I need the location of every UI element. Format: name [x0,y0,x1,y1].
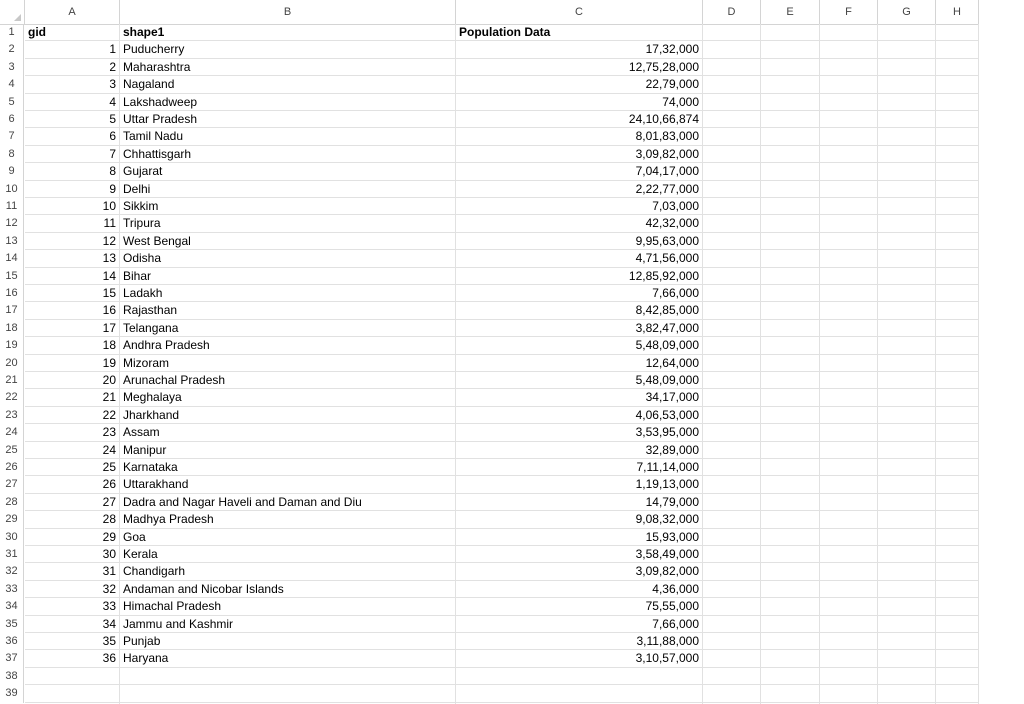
cell-shape1[interactable]: Karnataka [120,459,456,476]
row-header[interactable]: 25 [0,442,24,459]
column-header-e[interactable]: E [761,0,820,24]
column-header-c[interactable]: C [456,0,703,24]
table-row [25,529,979,546]
row-header[interactable]: 1 [0,24,24,41]
cell-shape1[interactable]: Telangana [120,320,456,337]
table-row [25,424,979,441]
cell-gid[interactable]: 16 [25,302,120,319]
cell-population[interactable]: 7,03,000 [456,198,703,215]
table-row [25,668,979,685]
cell-shape1[interactable]: Meghalaya [120,389,456,406]
cell-population[interactable]: 9,08,32,000 [456,511,703,528]
row-header[interactable]: 4 [0,76,24,93]
row-header[interactable]: 21 [0,372,24,389]
cell-gid[interactable]: 2 [25,59,120,76]
table-row [25,111,979,128]
cell-shape1[interactable]: Arunachal Pradesh [120,372,456,389]
cell-population[interactable]: 22,79,000 [456,76,703,93]
row-header[interactable]: 14 [0,250,24,267]
cell-population[interactable]: 12,85,92,000 [456,268,703,285]
header-cell-shape1[interactable]: shape1 [120,24,456,41]
row-header[interactable]: 10 [0,181,24,198]
table-row [25,372,979,389]
cell-shape1[interactable]: Bihar [120,268,456,285]
cell-gid[interactable]: 21 [25,389,120,406]
row-header[interactable]: 23 [0,407,24,424]
cell-shape1[interactable]: Assam [120,424,456,441]
row-header[interactable]: 13 [0,233,24,250]
table-row [25,650,979,667]
cell-population[interactable]: 4,06,53,000 [456,407,703,424]
table-row [25,41,979,58]
cell-population[interactable]: 3,10,57,000 [456,650,703,667]
cell-population[interactable]: 42,32,000 [456,215,703,232]
cell-gid[interactable]: 33 [25,598,120,615]
cell-gid[interactable]: 9 [25,181,120,198]
cell-shape1[interactable]: Nagaland [120,76,456,93]
cell-gid[interactable]: 24 [25,442,120,459]
row-header[interactable]: 7 [0,128,24,145]
row-header[interactable]: 5 [0,94,24,111]
cell-population[interactable]: 12,75,28,000 [456,59,703,76]
cell-shape1[interactable]: Gujarat [120,163,456,180]
table-row [25,302,979,319]
row-header[interactable]: 8 [0,146,24,163]
cell-population[interactable]: 32,89,000 [456,442,703,459]
cell-shape1[interactable]: West Bengal [120,233,456,250]
cell-population[interactable]: 8,42,85,000 [456,302,703,319]
cell-gid[interactable]: 1 [25,41,120,58]
cell-population[interactable]: 15,93,000 [456,529,703,546]
table-row [25,355,979,372]
table-row [25,476,979,493]
cell-population[interactable]: 75,55,000 [456,598,703,615]
row-header[interactable]: 16 [0,285,24,302]
cell-population[interactable]: 7,04,17,000 [456,163,703,180]
column-header-h[interactable]: H [936,0,979,24]
cell-gid[interactable]: 18 [25,337,120,354]
column-header-f[interactable]: F [820,0,878,24]
table-row [25,24,979,41]
cell-gid[interactable]: 27 [25,494,120,511]
cell-population[interactable]: 74,000 [456,94,703,111]
cell-gid[interactable]: 17 [25,320,120,337]
cell-gid[interactable]: 5 [25,111,120,128]
cell-gid[interactable]: 36 [25,650,120,667]
table-row [25,598,979,615]
cell-gid[interactable]: 11 [25,215,120,232]
row-header[interactable]: 20 [0,355,24,372]
cell-shape1[interactable]: Mizoram [120,355,456,372]
cell-shape1[interactable]: Tripura [120,215,456,232]
row-header[interactable]: 30 [0,529,24,546]
cell-shape1[interactable]: Sikkim [120,198,456,215]
table-row [25,546,979,563]
cell-gid[interactable]: 28 [25,511,120,528]
cell-gid[interactable]: 14 [25,268,120,285]
cell-shape1[interactable]: Odisha [120,250,456,267]
select-all-corner[interactable] [0,0,25,24]
cell-gid[interactable]: 13 [25,250,120,267]
table-row [25,163,979,180]
cell-shape1[interactable]: Maharashtra [120,59,456,76]
column-header-b[interactable]: B [120,0,456,24]
cell-gid[interactable]: 15 [25,285,120,302]
cell-gid[interactable]: 12 [25,233,120,250]
cell-gid[interactable]: 29 [25,529,120,546]
cell-population[interactable]: 1,19,13,000 [456,476,703,493]
cell-gid[interactable]: 10 [25,198,120,215]
cell-gid[interactable]: 23 [25,424,120,441]
table-row [25,685,979,702]
cell-gid[interactable]: 31 [25,563,120,580]
cell-population[interactable]: 4,71,56,000 [456,250,703,267]
table-row [25,250,979,267]
column-header-a[interactable]: A [25,0,120,24]
cell-gid[interactable]: 22 [25,407,120,424]
cell-shape1[interactable]: Lakshadweep [120,94,456,111]
column-header-d[interactable]: D [703,0,761,24]
cell-shape1[interactable]: Jammu and Kashmir [120,616,456,633]
column-header-bar [0,0,979,25]
table-row [25,407,979,424]
cell-population[interactable]: 7,66,000 [456,616,703,633]
table-row [25,181,979,198]
cell-gid[interactable]: 4 [25,94,120,111]
cell-gid[interactable]: 3 [25,76,120,93]
cell-shape1[interactable]: Tamil Nadu [120,128,456,145]
cell-shape1[interactable]: Manipur [120,442,456,459]
cell-gid[interactable]: 32 [25,581,120,598]
cell-shape1[interactable]: Jharkhand [120,407,456,424]
cell-shape1[interactable]: Rajasthan [120,302,456,319]
row-header[interactable]: 38 [0,668,24,685]
cell-shape1[interactable]: Delhi [120,181,456,198]
table-row [25,128,979,145]
row-header[interactable]: 19 [0,337,24,354]
row-header[interactable]: 27 [0,476,24,493]
row-header[interactable]: 36 [0,633,24,650]
cell-gid[interactable]: 35 [25,633,120,650]
row-header[interactable]: 18 [0,320,24,337]
cell-gid[interactable]: 20 [25,372,120,389]
row-header[interactable]: 15 [0,268,24,285]
cell-shape1[interactable]: Ladakh [120,285,456,302]
cell-gid[interactable]: 34 [25,616,120,633]
table-row [25,389,979,406]
row-header[interactable]: 37 [0,650,24,667]
table-row [25,459,979,476]
cell-gid[interactable]: 19 [25,355,120,372]
cell-population[interactable]: 3,09,82,000 [456,563,703,580]
cell-population[interactable]: 2,22,77,000 [456,181,703,198]
header-cell-population[interactable]: Population Data [456,24,703,41]
cell-gid[interactable]: 7 [25,146,120,163]
cell-population[interactable]: 12,64,000 [456,355,703,372]
row-header[interactable]: 22 [0,389,24,406]
cell-gid[interactable]: 8 [25,163,120,180]
table-row [25,233,979,250]
cell-gid[interactable]: 6 [25,128,120,145]
cell-shape1[interactable]: Madhya Pradesh [120,511,456,528]
cell-population[interactable]: 24,10,66,874 [456,111,703,128]
cell-population[interactable]: 3,82,47,000 [456,320,703,337]
cell-population[interactable]: 3,09,82,000 [456,146,703,163]
row-header[interactable]: 26 [0,459,24,476]
row-header[interactable]: 12 [0,215,24,232]
cell-population[interactable]: 17,32,000 [456,41,703,58]
table-row [25,442,979,459]
table-row [25,94,979,111]
row-header[interactable]: 9 [0,163,24,180]
cell-shape1[interactable]: Kerala [120,546,456,563]
cell-population[interactable]: 3,53,95,000 [456,424,703,441]
row-header[interactable]: 11 [0,198,24,215]
row-header[interactable]: 2 [0,41,24,58]
cell-shape1[interactable]: Andhra Pradesh [120,337,456,354]
cell-shape1[interactable]: Uttarakhand [120,476,456,493]
cell-shape1[interactable]: Andaman and Nicobar Islands [120,581,456,598]
table-row [25,511,979,528]
cell-shape1[interactable]: Haryana [120,650,456,667]
cell-population[interactable]: 5,48,09,000 [456,337,703,354]
row-header[interactable]: 28 [0,494,24,511]
cell-population[interactable]: 9,95,63,000 [456,233,703,250]
cell-population[interactable]: 14,79,000 [456,494,703,511]
row-header[interactable]: 34 [0,598,24,615]
table-row [25,59,979,76]
table-row [25,198,979,215]
row-header[interactable]: 33 [0,581,24,598]
row-header[interactable]: 6 [0,111,24,128]
cell-shape1[interactable]: Chhattisgarh [120,146,456,163]
row-header[interactable]: 32 [0,563,24,580]
cell-population[interactable]: 4,36,000 [456,581,703,598]
table-row [25,320,979,337]
table-row [25,633,979,650]
cell-shape1[interactable]: Goa [120,529,456,546]
cell-population[interactable]: 8,01,83,000 [456,128,703,145]
row-header[interactable]: 39 [0,685,24,702]
row-header[interactable]: 24 [0,424,24,441]
select-all-triangle-icon [14,14,21,21]
cell-shape1[interactable]: Uttar Pradesh [120,111,456,128]
cell-population[interactable]: 7,11,14,000 [456,459,703,476]
cell-shape1[interactable]: Chandigarh [120,563,456,580]
table-row [25,268,979,285]
row-header[interactable]: 35 [0,616,24,633]
cell-population[interactable]: 3,58,49,000 [456,546,703,563]
table-row [25,76,979,93]
header-cell-gid[interactable]: gid [25,24,120,41]
cell-shape1[interactable]: Dadra and Nagar Haveli and Daman and Diu [120,494,456,511]
cell-shape1[interactable]: Puducherry [120,41,456,58]
table-row [25,616,979,633]
cell-gid[interactable]: 30 [25,546,120,563]
cell-population[interactable]: 7,66,000 [456,285,703,302]
table-row [25,146,979,163]
table-row [25,285,979,302]
cell-population[interactable]: 5,48,09,000 [456,372,703,389]
table-row [25,494,979,511]
cell-gid[interactable]: 26 [25,476,120,493]
table-row [25,337,979,354]
column-header-g[interactable]: G [878,0,936,24]
table-row [25,563,979,580]
row-header[interactable]: 31 [0,546,24,563]
cell-population[interactable]: 3,11,88,000 [456,633,703,650]
cell-gid[interactable]: 25 [25,459,120,476]
row-header[interactable]: 29 [0,511,24,528]
row-header[interactable]: 17 [0,302,24,319]
table-row [25,215,979,232]
cell-shape1[interactable]: Punjab [120,633,456,650]
row-header[interactable]: 3 [0,59,24,76]
cell-shape1[interactable]: Himachal Pradesh [120,598,456,615]
cell-population[interactable]: 34,17,000 [456,389,703,406]
table-row [25,581,979,598]
